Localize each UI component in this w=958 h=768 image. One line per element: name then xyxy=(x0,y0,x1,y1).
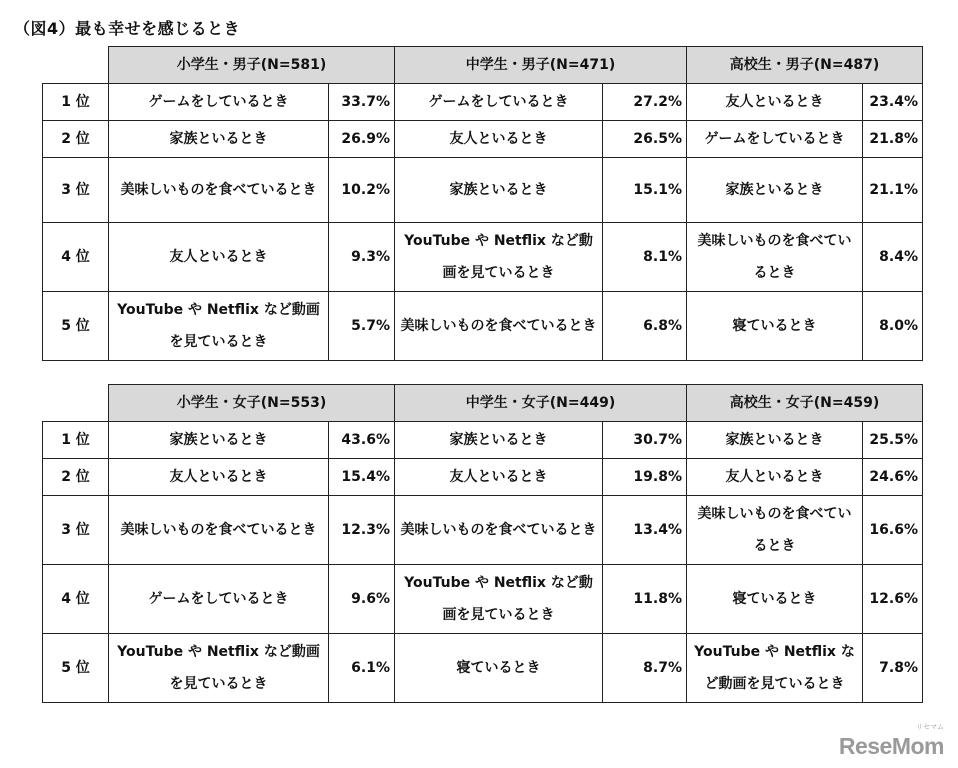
answer-percent: 26.9% xyxy=(329,121,395,158)
answer-percent: 25.5% xyxy=(863,422,923,459)
answer-label: 家族といるとき xyxy=(395,422,603,459)
answer-label: 美味しいものを食べているとき xyxy=(687,496,863,565)
group-header: 高校生・女子(N=459) xyxy=(687,385,923,422)
answer-label: 家族といるとき xyxy=(109,422,329,459)
rank-cell: 1 位 xyxy=(43,422,109,459)
answer-percent: 10.2% xyxy=(329,158,395,223)
header-row xyxy=(43,47,923,84)
answer-label: 美味しいものを食べているとき xyxy=(109,496,329,565)
answer-label: YouTube や Netflix など動画を見ているとき xyxy=(395,565,603,634)
answer-percent: 12.6% xyxy=(863,565,923,634)
answer-percent: 26.5% xyxy=(603,121,687,158)
rank-row xyxy=(43,223,923,292)
figure-title: （図4）最も幸せを感じるとき xyxy=(14,19,241,38)
answer-label: 美味しいものを食べているとき xyxy=(687,223,863,292)
answer-percent: 13.4% xyxy=(603,496,687,565)
rank-cell: 2 位 xyxy=(43,121,109,158)
rank-row xyxy=(43,459,923,496)
answer-label: 家族といるとき xyxy=(687,422,863,459)
rank-cell: 4 位 xyxy=(43,223,109,292)
rank-cell: 5 位 xyxy=(43,292,109,361)
answer-label: 寝ているとき xyxy=(687,565,863,634)
answer-percent: 43.6% xyxy=(329,422,395,459)
answer-label: YouTube や Netflix など動画を見ているとき xyxy=(109,292,329,361)
answer-percent: 30.7% xyxy=(603,422,687,459)
rank-cell: 5 位 xyxy=(43,634,109,703)
rank-cell: 3 位 xyxy=(43,496,109,565)
group-header: 小学生・男子(N=581) xyxy=(109,47,395,84)
answer-percent: 24.6% xyxy=(863,459,923,496)
corner-cell xyxy=(43,385,109,422)
rank-row xyxy=(43,496,923,565)
answer-percent: 6.8% xyxy=(603,292,687,361)
group-header: 小学生・女子(N=553) xyxy=(109,385,395,422)
answer-label: 家族といるとき xyxy=(109,121,329,158)
answer-percent: 8.0% xyxy=(863,292,923,361)
answer-percent: 5.7% xyxy=(329,292,395,361)
answer-percent: 23.4% xyxy=(863,84,923,121)
answer-percent: 15.1% xyxy=(603,158,687,223)
group-header: 高校生・男子(N=487) xyxy=(687,47,923,84)
answer-label: 美味しいものを食べているとき xyxy=(395,292,603,361)
group-header: 中学生・男子(N=471) xyxy=(395,47,687,84)
answer-percent: 8.7% xyxy=(603,634,687,703)
answer-label: YouTube や Netflix など動画を見ているとき xyxy=(687,634,863,703)
answer-percent: 15.4% xyxy=(329,459,395,496)
answer-label: 寝ているとき xyxy=(395,634,603,703)
answer-percent: 9.6% xyxy=(329,565,395,634)
answer-percent: 8.1% xyxy=(603,223,687,292)
rank-row xyxy=(43,292,923,361)
answer-label: 友人といるとき xyxy=(109,459,329,496)
group-header: 中学生・女子(N=449) xyxy=(395,385,687,422)
answer-percent: 11.8% xyxy=(603,565,687,634)
answer-percent: 9.3% xyxy=(329,223,395,292)
answer-label: ゲームをしているとき xyxy=(687,121,863,158)
rank-row xyxy=(43,565,923,634)
answer-label: 家族といるとき xyxy=(395,158,603,223)
answer-label: YouTube や Netflix など動画を見ているとき xyxy=(395,223,603,292)
answer-label: 友人といるとき xyxy=(687,459,863,496)
rank-row xyxy=(43,121,923,158)
answer-label: 友人といるとき xyxy=(687,84,863,121)
answer-label: 友人といるとき xyxy=(109,223,329,292)
answer-label: ゲームをしているとき xyxy=(109,84,329,121)
answer-percent: 27.2% xyxy=(603,84,687,121)
answer-label: 友人といるとき xyxy=(395,121,603,158)
answer-percent: 21.1% xyxy=(863,158,923,223)
rank-row xyxy=(43,158,923,223)
answer-label: ゲームをしているとき xyxy=(109,565,329,634)
header-row xyxy=(43,385,923,422)
corner-cell xyxy=(43,47,109,84)
answer-percent: 21.8% xyxy=(863,121,923,158)
resemom-logo: ReseMom xyxy=(838,733,944,759)
watermark-small: リセマム xyxy=(916,723,944,731)
rank-cell: 4 位 xyxy=(43,565,109,634)
answer-label: 美味しいものを食べているとき xyxy=(109,158,329,223)
answer-label: ゲームをしているとき xyxy=(395,84,603,121)
answer-label: 家族といるとき xyxy=(687,158,863,223)
answer-label: 美味しいものを食べているとき xyxy=(395,496,603,565)
rank-cell: 2 位 xyxy=(43,459,109,496)
answer-percent: 6.1% xyxy=(329,634,395,703)
answer-percent: 19.8% xyxy=(603,459,687,496)
answer-percent: 7.8% xyxy=(863,634,923,703)
rank-row xyxy=(43,422,923,459)
rank-cell: 1 位 xyxy=(43,84,109,121)
rank-row xyxy=(43,84,923,121)
answer-percent: 16.6% xyxy=(863,496,923,565)
rank-cell: 3 位 xyxy=(43,158,109,223)
answer-percent: 8.4% xyxy=(863,223,923,292)
answer-label: 寝ているとき xyxy=(687,292,863,361)
answer-percent: 33.7% xyxy=(329,84,395,121)
rank-row xyxy=(43,634,923,703)
girls-ranking-table xyxy=(42,384,923,703)
answer-label: 友人といるとき xyxy=(395,459,603,496)
answer-percent: 12.3% xyxy=(329,496,395,565)
boys-ranking-table xyxy=(42,46,923,361)
answer-label: YouTube や Netflix など動画を見ているとき xyxy=(109,634,329,703)
